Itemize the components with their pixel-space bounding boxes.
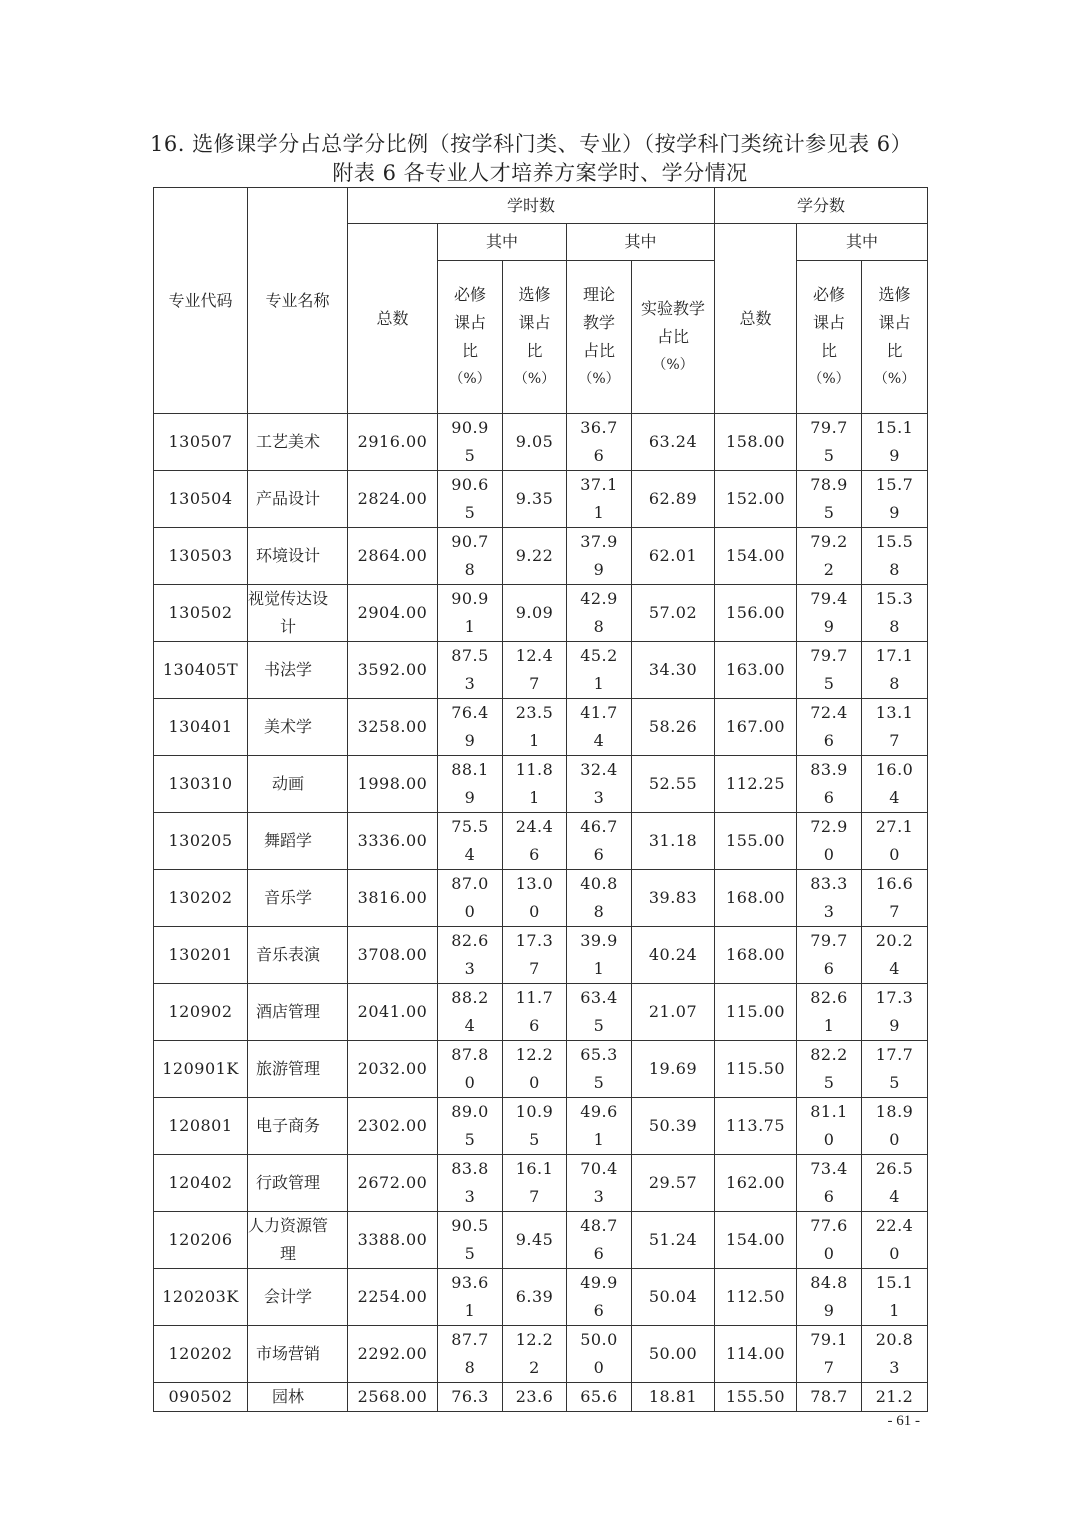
table-caption: 附表 6 各专业人才培养方案学时、学分情况 bbox=[332, 161, 748, 185]
cell-credits-total: 112.25 bbox=[715, 756, 797, 813]
header-hours-subgroup-1: 其中 bbox=[438, 224, 567, 261]
cell-major-code: 120901K bbox=[154, 1041, 248, 1098]
cell-credits-elective: 15.11 bbox=[862, 1269, 928, 1326]
cell-major-name: 音乐表演 bbox=[248, 927, 348, 984]
cell-hours-elective: 13.00 bbox=[503, 870, 567, 927]
cell-credits-total: 115.00 bbox=[715, 984, 797, 1041]
cell-major-name: 美术学 bbox=[248, 699, 348, 756]
cell-credits-total: 162.00 bbox=[715, 1155, 797, 1212]
cell-hours-elective: 12.47 bbox=[503, 642, 567, 699]
table-row bbox=[154, 1155, 928, 1212]
cell-hours-total: 3388.00 bbox=[348, 1212, 438, 1269]
cell-experiment-ratio: 19.69 bbox=[632, 1041, 715, 1098]
cell-credits-required: 81.10 bbox=[797, 1098, 862, 1155]
cell-major-name: 音乐学 bbox=[248, 870, 348, 927]
cell-hours-required: 90.95 bbox=[438, 414, 503, 471]
table-row bbox=[154, 756, 928, 813]
cell-major-code: 130504 bbox=[154, 471, 248, 528]
cell-theory-ratio: 49.96 bbox=[567, 1269, 632, 1326]
cell-hours-total: 2916.00 bbox=[348, 414, 438, 471]
cell-major-name: 产品设计 bbox=[248, 471, 348, 528]
cell-major-code: 130507 bbox=[154, 414, 248, 471]
header-hours-group: 学时数 bbox=[348, 188, 715, 224]
cell-hours-required: 88.24 bbox=[438, 984, 503, 1041]
cell-hours-elective: 9.35 bbox=[503, 471, 567, 528]
cell-credits-required: 83.96 bbox=[797, 756, 862, 813]
cell-major-code: 130502 bbox=[154, 585, 248, 642]
table-row bbox=[154, 414, 928, 471]
cell-major-code: 090502 bbox=[154, 1383, 248, 1412]
table-row bbox=[154, 1269, 928, 1326]
cell-credits-required: 79.76 bbox=[797, 927, 862, 984]
cell-credits-total: 112.50 bbox=[715, 1269, 797, 1326]
cell-major-name: 环境设计 bbox=[248, 528, 348, 585]
cell-major-name: 人力资源管理 bbox=[248, 1212, 348, 1269]
cell-credits-required: 78.95 bbox=[797, 471, 862, 528]
cell-hours-total: 2254.00 bbox=[348, 1269, 438, 1326]
cell-theory-ratio: 37.99 bbox=[567, 528, 632, 585]
table-row bbox=[154, 699, 928, 756]
cell-credits-elective: 15.79 bbox=[862, 471, 928, 528]
cell-credits-total: 115.50 bbox=[715, 1041, 797, 1098]
cell-credits-elective: 15.19 bbox=[862, 414, 928, 471]
cell-theory-ratio: 40.88 bbox=[567, 870, 632, 927]
cell-credits-total: 155.00 bbox=[715, 813, 797, 870]
header-major-code: 专业代码 bbox=[154, 188, 248, 414]
cell-major-code: 130205 bbox=[154, 813, 248, 870]
cell-hours-required: 76.49 bbox=[438, 699, 503, 756]
cell-credits-total: 114.00 bbox=[715, 1326, 797, 1383]
cell-major-name: 会计学 bbox=[248, 1269, 348, 1326]
cell-theory-ratio: 65.35 bbox=[567, 1041, 632, 1098]
cell-credits-required: 72.46 bbox=[797, 699, 862, 756]
cell-hours-required: 87.00 bbox=[438, 870, 503, 927]
table-row bbox=[154, 642, 928, 699]
cell-credits-elective: 20.83 bbox=[862, 1326, 928, 1383]
cell-credits-required: 83.33 bbox=[797, 870, 862, 927]
cell-hours-required: 90.55 bbox=[438, 1212, 503, 1269]
cell-major-name: 园林 bbox=[248, 1383, 348, 1412]
cell-credits-total: 168.00 bbox=[715, 870, 797, 927]
cell-experiment-ratio: 50.04 bbox=[632, 1269, 715, 1326]
table-row bbox=[154, 1383, 928, 1412]
cell-hours-elective: 9.45 bbox=[503, 1212, 567, 1269]
table-row bbox=[154, 870, 928, 927]
cell-hours-elective: 10.95 bbox=[503, 1098, 567, 1155]
cell-experiment-ratio: 18.81 bbox=[632, 1383, 715, 1412]
cell-experiment-ratio: 31.18 bbox=[632, 813, 715, 870]
table-row bbox=[154, 528, 928, 585]
cell-hours-required: 90.65 bbox=[438, 471, 503, 528]
cell-hours-required: 83.83 bbox=[438, 1155, 503, 1212]
cell-credits-elective: 17.75 bbox=[862, 1041, 928, 1098]
cell-hours-elective: 6.39 bbox=[503, 1269, 567, 1326]
cell-theory-ratio: 48.76 bbox=[567, 1212, 632, 1269]
table-row bbox=[154, 813, 928, 870]
cell-major-code: 130503 bbox=[154, 528, 248, 585]
cell-major-code: 120902 bbox=[154, 984, 248, 1041]
cell-hours-total: 2041.00 bbox=[348, 984, 438, 1041]
cell-hours-elective: 12.22 bbox=[503, 1326, 567, 1383]
cell-experiment-ratio: 34.30 bbox=[632, 642, 715, 699]
cell-major-code: 120203K bbox=[154, 1269, 248, 1326]
cell-hours-total: 1998.00 bbox=[348, 756, 438, 813]
cell-hours-required: 88.19 bbox=[438, 756, 503, 813]
cell-major-name: 行政管理 bbox=[248, 1155, 348, 1212]
cell-major-code: 130202 bbox=[154, 870, 248, 927]
cell-hours-total: 3816.00 bbox=[348, 870, 438, 927]
cell-hours-total: 3258.00 bbox=[348, 699, 438, 756]
cell-theory-ratio: 41.74 bbox=[567, 699, 632, 756]
cell-credits-required: 82.25 bbox=[797, 1041, 862, 1098]
cell-experiment-ratio: 52.55 bbox=[632, 756, 715, 813]
cell-major-name: 市场营销 bbox=[248, 1326, 348, 1383]
cell-hours-total: 3708.00 bbox=[348, 927, 438, 984]
table-body bbox=[154, 414, 928, 1412]
cell-hours-total: 2864.00 bbox=[348, 528, 438, 585]
cell-hours-required: 89.05 bbox=[438, 1098, 503, 1155]
cell-experiment-ratio: 29.57 bbox=[632, 1155, 715, 1212]
cell-hours-elective: 23.51 bbox=[503, 699, 567, 756]
table-row bbox=[154, 1041, 928, 1098]
table-row bbox=[154, 927, 928, 984]
cell-theory-ratio: 70.43 bbox=[567, 1155, 632, 1212]
cell-credits-elective: 22.40 bbox=[862, 1212, 928, 1269]
page-number: - 61 - bbox=[887, 1413, 920, 1429]
cell-credits-required: 79.49 bbox=[797, 585, 862, 642]
cell-theory-ratio: 45.21 bbox=[567, 642, 632, 699]
cell-major-name: 动画 bbox=[248, 756, 348, 813]
cell-hours-total: 2824.00 bbox=[348, 471, 438, 528]
cell-experiment-ratio: 51.24 bbox=[632, 1212, 715, 1269]
table-row bbox=[154, 471, 928, 528]
cell-experiment-ratio: 39.83 bbox=[632, 870, 715, 927]
cell-hours-total: 2032.00 bbox=[348, 1041, 438, 1098]
cell-credits-total: 167.00 bbox=[715, 699, 797, 756]
cell-credits-elective: 13.17 bbox=[862, 699, 928, 756]
cell-experiment-ratio: 62.89 bbox=[632, 471, 715, 528]
table-row bbox=[154, 1212, 928, 1269]
header-credits-elective: 选修课占比 （%） bbox=[862, 261, 928, 414]
cell-theory-ratio: 50.00 bbox=[567, 1326, 632, 1383]
cell-hours-elective: 16.17 bbox=[503, 1155, 567, 1212]
cell-major-name: 舞蹈学 bbox=[248, 813, 348, 870]
cell-experiment-ratio: 21.07 bbox=[632, 984, 715, 1041]
cell-theory-ratio: 32.43 bbox=[567, 756, 632, 813]
cell-experiment-ratio: 50.00 bbox=[632, 1326, 715, 1383]
cell-credits-elective: 20.24 bbox=[862, 927, 928, 984]
cell-credits-elective: 17.18 bbox=[862, 642, 928, 699]
cell-credits-required: 72.90 bbox=[797, 813, 862, 870]
cell-credits-elective: 21.2 bbox=[862, 1383, 928, 1412]
cell-hours-elective: 11.81 bbox=[503, 756, 567, 813]
cell-credits-elective: 18.90 bbox=[862, 1098, 928, 1155]
header-hours-elective: 选修课占比 （%） bbox=[503, 261, 567, 414]
cell-theory-ratio: 46.76 bbox=[567, 813, 632, 870]
cell-credits-elective: 16.04 bbox=[862, 756, 928, 813]
cell-experiment-ratio: 58.26 bbox=[632, 699, 715, 756]
cell-credits-total: 158.00 bbox=[715, 414, 797, 471]
cell-credits-required: 79.22 bbox=[797, 528, 862, 585]
cell-major-name: 工艺美术 bbox=[248, 414, 348, 471]
cell-credits-elective: 27.10 bbox=[862, 813, 928, 870]
cell-major-code: 120206 bbox=[154, 1212, 248, 1269]
cell-credits-elective: 17.39 bbox=[862, 984, 928, 1041]
cell-major-code: 130201 bbox=[154, 927, 248, 984]
cell-experiment-ratio: 57.02 bbox=[632, 585, 715, 642]
cell-credits-total: 168.00 bbox=[715, 927, 797, 984]
cell-hours-required: 76.3 bbox=[438, 1383, 503, 1412]
cell-hours-required: 75.54 bbox=[438, 813, 503, 870]
header-credits-subgroup: 其中 bbox=[797, 224, 928, 261]
cell-hours-elective: 12.20 bbox=[503, 1041, 567, 1098]
cell-hours-required: 90.91 bbox=[438, 585, 503, 642]
table-row bbox=[154, 984, 928, 1041]
cell-hours-elective: 17.37 bbox=[503, 927, 567, 984]
cell-credits-total: 156.00 bbox=[715, 585, 797, 642]
cell-hours-total: 2568.00 bbox=[348, 1383, 438, 1412]
cell-credits-required: 82.61 bbox=[797, 984, 862, 1041]
cell-credits-required: 79.17 bbox=[797, 1326, 862, 1383]
cell-major-name: 书法学 bbox=[248, 642, 348, 699]
cell-major-code: 130405T bbox=[154, 642, 248, 699]
cell-hours-total: 2292.00 bbox=[348, 1326, 438, 1383]
cell-hours-elective: 9.05 bbox=[503, 414, 567, 471]
cell-hours-required: 87.78 bbox=[438, 1326, 503, 1383]
cell-major-name: 旅游管理 bbox=[248, 1041, 348, 1098]
table-row bbox=[154, 1326, 928, 1383]
cell-credits-elective: 16.67 bbox=[862, 870, 928, 927]
header-hours-required: 必修课占比 （%） bbox=[438, 261, 503, 414]
cell-hours-elective: 9.22 bbox=[503, 528, 567, 585]
header-credits-group: 学分数 bbox=[715, 188, 928, 224]
cell-credits-total: 154.00 bbox=[715, 528, 797, 585]
cell-credits-required: 79.75 bbox=[797, 642, 862, 699]
header-major-name: 专业名称 bbox=[248, 188, 348, 414]
cell-credits-required: 77.60 bbox=[797, 1212, 862, 1269]
cell-experiment-ratio: 63.24 bbox=[632, 414, 715, 471]
cell-experiment-ratio: 62.01 bbox=[632, 528, 715, 585]
cell-major-code: 120801 bbox=[154, 1098, 248, 1155]
cell-theory-ratio: 65.6 bbox=[567, 1383, 632, 1412]
header-hours-subgroup-2: 其中 bbox=[567, 224, 715, 261]
cell-credits-required: 73.46 bbox=[797, 1155, 862, 1212]
cell-major-code: 130310 bbox=[154, 756, 248, 813]
cell-credits-total: 152.00 bbox=[715, 471, 797, 528]
cell-credits-required: 84.89 bbox=[797, 1269, 862, 1326]
section-heading: 16. 选修课学分占总学分比例（按学科门类、专业）（按学科门类统计参见表 6） bbox=[150, 132, 913, 156]
cell-credits-total: 163.00 bbox=[715, 642, 797, 699]
cell-hours-total: 2672.00 bbox=[348, 1155, 438, 1212]
cell-credits-elective: 15.58 bbox=[862, 528, 928, 585]
cell-major-name: 酒店管理 bbox=[248, 984, 348, 1041]
cell-major-name: 电子商务 bbox=[248, 1098, 348, 1155]
cell-major-code: 120402 bbox=[154, 1155, 248, 1212]
cell-credits-total: 113.75 bbox=[715, 1098, 797, 1155]
cell-theory-ratio: 39.91 bbox=[567, 927, 632, 984]
table-row bbox=[154, 1098, 928, 1155]
header-credits-required: 必修课占比 （%） bbox=[797, 261, 862, 414]
cell-theory-ratio: 42.98 bbox=[567, 585, 632, 642]
cell-theory-ratio: 36.76 bbox=[567, 414, 632, 471]
cell-theory-ratio: 63.45 bbox=[567, 984, 632, 1041]
cell-credits-total: 154.00 bbox=[715, 1212, 797, 1269]
cell-hours-total: 2904.00 bbox=[348, 585, 438, 642]
cell-hours-total: 3336.00 bbox=[348, 813, 438, 870]
cell-experiment-ratio: 50.39 bbox=[632, 1098, 715, 1155]
cell-hours-required: 87.53 bbox=[438, 642, 503, 699]
cell-credits-elective: 15.38 bbox=[862, 585, 928, 642]
cell-hours-required: 87.80 bbox=[438, 1041, 503, 1098]
header-experiment-ratio: 实验教学占比 （%） bbox=[632, 261, 715, 414]
cell-hours-required: 90.78 bbox=[438, 528, 503, 585]
cell-major-code: 120202 bbox=[154, 1326, 248, 1383]
header-credits-total: 总数 bbox=[715, 224, 797, 414]
cell-credits-required: 79.75 bbox=[797, 414, 862, 471]
cell-credits-required: 78.7 bbox=[797, 1383, 862, 1412]
cell-experiment-ratio: 40.24 bbox=[632, 927, 715, 984]
table-row bbox=[154, 585, 928, 642]
cell-major-name: 视觉传达设计 bbox=[248, 585, 348, 642]
header-hours-total: 总数 bbox=[348, 224, 438, 414]
cell-hours-elective: 23.6 bbox=[503, 1383, 567, 1412]
cell-major-code: 130401 bbox=[154, 699, 248, 756]
cell-credits-elective: 26.54 bbox=[862, 1155, 928, 1212]
cell-hours-total: 2302.00 bbox=[348, 1098, 438, 1155]
cell-theory-ratio: 37.11 bbox=[567, 471, 632, 528]
curriculum-table bbox=[153, 187, 928, 1412]
cell-hours-elective: 11.76 bbox=[503, 984, 567, 1041]
cell-hours-elective: 9.09 bbox=[503, 585, 567, 642]
cell-hours-required: 93.61 bbox=[438, 1269, 503, 1326]
cell-hours-elective: 24.46 bbox=[503, 813, 567, 870]
header-theory-ratio: 理论教学占比 （%） bbox=[567, 261, 632, 414]
cell-credits-total: 155.50 bbox=[715, 1383, 797, 1412]
cell-hours-total: 3592.00 bbox=[348, 642, 438, 699]
cell-hours-required: 82.63 bbox=[438, 927, 503, 984]
cell-theory-ratio: 49.61 bbox=[567, 1098, 632, 1155]
